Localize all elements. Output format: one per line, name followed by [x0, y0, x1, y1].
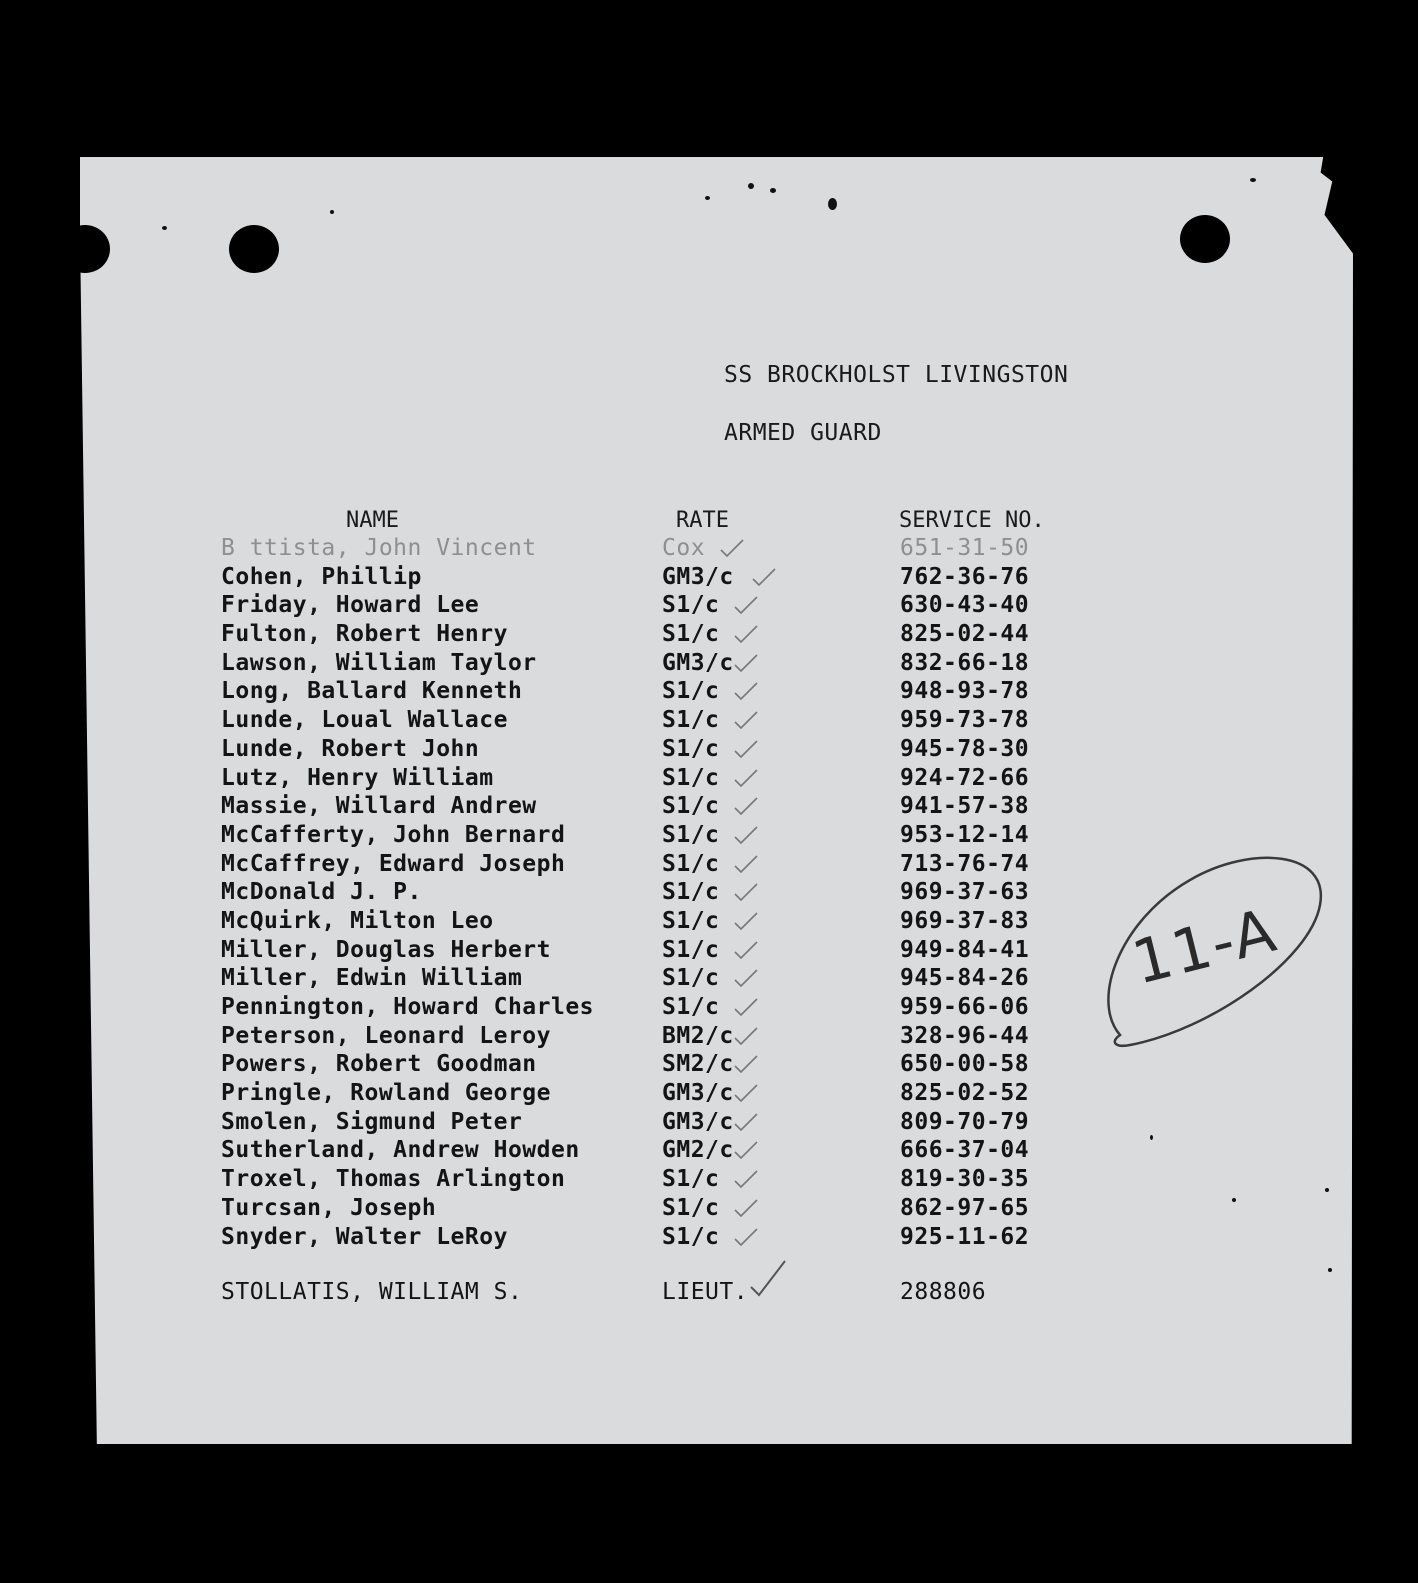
crew-service-no: 666-37-04 [900, 1137, 1030, 1164]
table-row [221, 677, 1121, 706]
check-mark-icon [733, 653, 759, 673]
table-row [221, 1136, 1121, 1165]
table-row [221, 1022, 1121, 1051]
table-row [221, 1165, 1121, 1194]
table-row [221, 850, 1121, 879]
table-row [221, 1079, 1121, 1108]
table-row [221, 764, 1121, 793]
crew-rate: S1/c [662, 1223, 720, 1250]
crew-service-no: 959-73-78 [900, 707, 1030, 734]
table-row [221, 591, 1121, 620]
check-mark-icon [733, 854, 759, 874]
crew-name: Lunde, Robert John [221, 735, 480, 762]
punch-hole-right [1180, 215, 1230, 263]
crew-name: Pennington, Howard Charles [221, 994, 595, 1020]
check-mark-icon [733, 739, 759, 759]
crew-name: Smolen, Sigmund Peter [221, 1108, 523, 1135]
crew-service-no: 650-00-58 [900, 1051, 1030, 1078]
column-header-name: NAME [346, 508, 399, 533]
crew-service-no: 949-84-41 [900, 936, 1030, 963]
crew-name: Friday, Howard Lee [221, 592, 480, 619]
crew-service-no: 953-12-14 [900, 821, 1030, 848]
punch-hole-edge [60, 225, 110, 273]
check-mark-icon [733, 1169, 759, 1189]
table-row [221, 1194, 1121, 1223]
check-mark-icon [733, 624, 759, 644]
crew-name: Powers, Robert Goodman [221, 1051, 537, 1078]
check-mark-icon [733, 595, 759, 615]
table-row [221, 706, 1121, 735]
crew-rate: GM2/c [662, 1137, 734, 1164]
crew-rate: Cox [662, 535, 706, 561]
crew-service-no: 925-11-62 [900, 1223, 1030, 1250]
check-mark-icon [751, 567, 777, 587]
crew-service-no: 328-96-44 [900, 1022, 1030, 1049]
crew-name: Snyder, Walter LeRoy [221, 1223, 508, 1250]
table-row [221, 878, 1121, 907]
handwritten-note: 11-A [1125, 895, 1285, 999]
crew-rate: BM2/c [662, 1022, 734, 1049]
table-row [221, 534, 1121, 563]
crew-service-no: 825-02-44 [900, 621, 1030, 648]
crew-service-no: 959-66-06 [900, 994, 1030, 1020]
crew-name: Miller, Douglas Herbert [221, 936, 551, 963]
crew-roster [221, 534, 1121, 1251]
check-mark-icon [719, 538, 745, 558]
table-row [221, 735, 1121, 764]
crew-rate: S1/c [662, 793, 720, 820]
check-mark-icon [733, 1140, 759, 1160]
crew-rate: S1/c [662, 907, 720, 934]
speck [162, 226, 167, 230]
check-mark-icon [733, 1198, 759, 1218]
check-mark-icon [733, 1227, 759, 1247]
check-mark-icon [733, 681, 759, 701]
check-mark-icon [733, 710, 759, 730]
table-row [221, 936, 1121, 965]
speck [705, 196, 710, 200]
speck [1150, 1135, 1153, 1140]
crew-rate: S1/c [662, 707, 720, 734]
officer-row [221, 1277, 1121, 1307]
ship-title: SS BROCKHOLST LIVINGSTON [724, 362, 1069, 388]
check-mark-icon [749, 1259, 789, 1299]
crew-name: Massie, Willard Andrew [221, 793, 537, 820]
crew-rate: S1/c [662, 936, 720, 963]
table-row [221, 993, 1121, 1022]
speck [1250, 178, 1256, 182]
crew-service-no: 941-57-38 [900, 793, 1030, 820]
crew-service-no: 945-78-30 [900, 735, 1030, 762]
crew-name: Cohen, Phillip [221, 563, 422, 590]
crew-rate: S1/c [662, 764, 720, 791]
table-row [221, 620, 1121, 649]
crew-rate: S1/c [662, 879, 720, 906]
speck [770, 188, 776, 193]
crew-service-no: 832-66-18 [900, 649, 1030, 676]
crew-service-no: 924-72-66 [900, 764, 1030, 791]
check-mark-icon [733, 1112, 759, 1132]
crew-rate: S1/c [662, 965, 720, 992]
crew-service-no: 762-36-76 [900, 563, 1030, 590]
crew-rate: GM3/c [662, 1080, 734, 1107]
crew-service-no: 969-37-63 [900, 879, 1030, 906]
crew-rate: S1/c [662, 592, 720, 619]
crew-rate: S1/c [662, 621, 720, 648]
crew-name: Long, Ballard Kenneth [221, 678, 523, 705]
officer-name: STOLLATIS, WILLIAM S. [221, 1279, 523, 1305]
check-mark-icon [733, 1083, 759, 1103]
speck [1325, 1188, 1329, 1192]
crew-name: B ttista, John Vincent [221, 535, 537, 561]
crew-name: Lawson, William Taylor [221, 649, 537, 676]
check-mark-icon [733, 768, 759, 788]
table-row [221, 821, 1121, 850]
crew-service-no: 630-43-40 [900, 592, 1030, 619]
speck [828, 198, 837, 210]
crew-service-no: 825-02-52 [900, 1080, 1030, 1107]
crew-name: McCafferty, John Bernard [221, 821, 566, 848]
crew-rate: S1/c [662, 1166, 720, 1193]
column-header-rate: RATE [676, 508, 729, 533]
crew-service-no: 809-70-79 [900, 1108, 1030, 1135]
crew-name: Peterson, Leonard Leroy [221, 1022, 551, 1049]
crew-name: Lunde, Loual Wallace [221, 707, 508, 734]
table-row [221, 1223, 1121, 1252]
crew-rate: S1/c [662, 821, 720, 848]
check-mark-icon [733, 911, 759, 931]
crew-service-no: 819-30-35 [900, 1166, 1030, 1193]
table-row [221, 964, 1121, 993]
crew-name: Pringle, Rowland George [221, 1080, 551, 1107]
check-mark-icon [733, 825, 759, 845]
crew-rate: SM2/c [662, 1051, 734, 1078]
check-mark-icon [733, 997, 759, 1017]
speck [748, 183, 754, 189]
table-row [221, 792, 1121, 821]
crew-service-no: 651-31-50 [900, 535, 1030, 561]
crew-rate: GM3/c [662, 1108, 734, 1135]
crew-name: Fulton, Robert Henry [221, 621, 508, 648]
column-header-service-no: SERVICE NO. [899, 508, 1045, 533]
speck [1232, 1198, 1236, 1202]
check-mark-icon [733, 940, 759, 960]
check-mark-icon [733, 882, 759, 902]
check-mark-icon [733, 1026, 759, 1046]
punch-hole-left [229, 225, 279, 273]
speck [1328, 1268, 1332, 1272]
check-mark-icon [733, 1054, 759, 1074]
crew-name: McQuirk, Milton Leo [221, 907, 494, 934]
table-row [221, 563, 1121, 592]
table-row [221, 1108, 1121, 1137]
crew-rate: S1/c [662, 994, 720, 1020]
crew-rate: S1/c [662, 1194, 720, 1221]
check-mark-icon [733, 968, 759, 988]
crew-name: Turcsan, Joseph [221, 1194, 437, 1221]
table-row [221, 907, 1121, 936]
crew-rate: S1/c [662, 850, 720, 877]
crew-name: McDonald J. P. [221, 879, 422, 906]
crew-name: Sutherland, Andrew Howden [221, 1137, 580, 1164]
crew-rate: S1/c [662, 678, 720, 705]
crew-service-no: 862-97-65 [900, 1194, 1030, 1221]
speck [330, 210, 334, 214]
crew-service-no: 948-93-78 [900, 678, 1030, 705]
officer-service-no: 288806 [900, 1279, 987, 1305]
officer-rate: LIEUT. [662, 1279, 749, 1305]
table-row [221, 649, 1121, 678]
crew-service-no: 969-37-83 [900, 907, 1030, 934]
crew-rate: GM3/c [662, 563, 734, 590]
crew-service-no: 945-84-26 [900, 965, 1030, 992]
crew-name: McCaffrey, Edward Joseph [221, 850, 566, 877]
check-mark-icon [733, 796, 759, 816]
crew-name: Miller, Edwin William [221, 965, 523, 992]
crew-name: Lutz, Henry William [221, 764, 494, 791]
crew-service-no: 713-76-74 [900, 850, 1030, 877]
crew-name: Troxel, Thomas Arlington [221, 1166, 566, 1193]
crew-rate: GM3/c [662, 649, 734, 676]
table-row [221, 1050, 1121, 1079]
crew-rate: S1/c [662, 735, 720, 762]
unit-title: ARMED GUARD [724, 420, 882, 446]
